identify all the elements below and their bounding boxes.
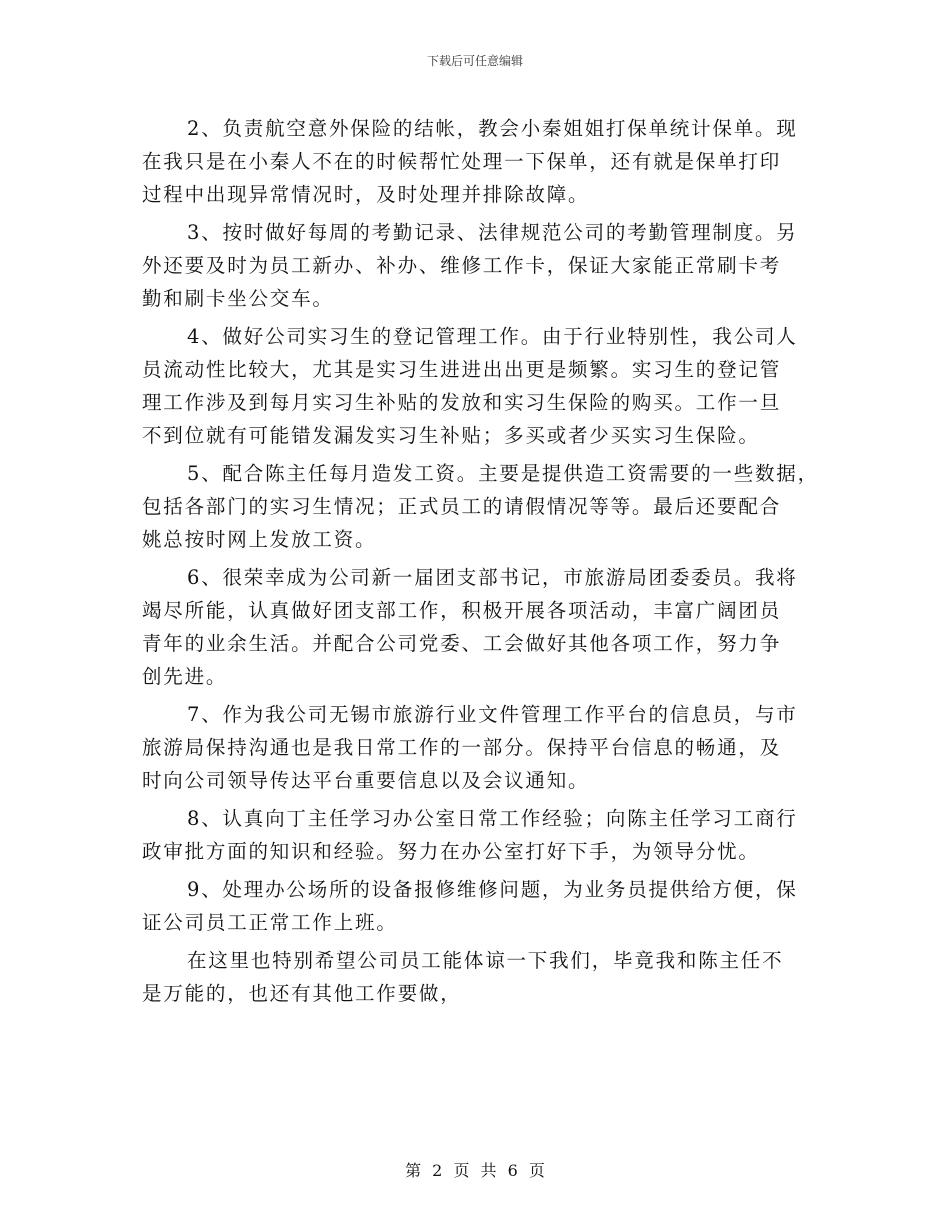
text-line: 包括各部门的实习生情况；正式员工的请假情况等等。最后还要配合 [142,495,782,518]
text-line: 9、处理办公场所的设备报修维修问题，为业务员提供给方便，保 [187,878,798,901]
text-line: 员流动性比较大，尤其是实习生进进出出更是频繁。实习生的登记管 [142,358,782,381]
page-header: 下载后可任意编辑 [426,54,523,68]
text-line: 青年的业余生活。并配合公司党委、工会做好其他各项工作，努力争 [142,632,782,655]
text-line: 创先进。 [142,665,228,688]
text-line: 时向公司领导传达平台重要信息以及会议通知。 [142,769,590,792]
text-line: 理工作涉及到每月实习生补贴的发放和实习生保险的购买。工作一旦 [142,391,782,414]
text-line: 外还要及时为员工新办、补办、维修工作卡，保证大家能正常刷卡考 [142,254,782,277]
paragraph [142,112,812,211]
text-line: 2、负责航空意外保险的结帐，教会小秦姐姐打保单统计保单。现 [187,117,798,140]
text-line: 过程中出现异常情况时，及时处理并排除故障。 [142,183,590,206]
paragraph [142,216,812,315]
text-line: 勤和刷卡坐公交车。 [142,287,334,310]
paragraph [142,561,812,693]
text-line: 4、做好公司实习生的登记管理工作。由于行业特别性，我公司人 [187,325,798,348]
text-line: 7、作为我公司无锡市旅游行业文件管理工作平台的信息员，与市 [187,703,798,726]
paragraph [142,944,812,1010]
text-line: 在我只是在小秦人不在的时候帮忙处理一下保单，还有就是保单打印 [142,150,782,173]
paragraph [142,698,812,797]
text-line: 5、配合陈主任每月造发工资。主要是提供造工资需要的一些数据， [187,462,819,485]
paragraph [142,457,819,556]
paragraph [142,873,812,939]
text-line: 竭尽所能，认真做好团支部工作，积极开展各项活动，丰富广阔团员 [142,599,782,622]
page-footer: 第 2 页 共 6 页 [405,1161,545,1180]
text-line: 不到位就有可能错发漏发实习生补贴；多买或者少买实习生保险。 [142,424,760,447]
text-line: 8、认真向丁主任学习办公室日常工作经验；向陈主任学习工商行 [187,807,798,830]
text-line: 6、很荣幸成为公司新一届团支部书记，市旅游局团委委员。我将 [187,566,798,589]
document-body [142,112,819,1015]
paragraph [142,320,812,452]
text-line: 政审批方面的知识和经验。努力在办公室打好下手，为领导分忧。 [142,840,760,863]
text-line: 3、按时做好每周的考勤记录、法律规范公司的考勤管理制度。另 [187,221,798,244]
text-line: 姚总按时网上发放工资。 [142,528,377,551]
text-line: 证公司员工正常工作上班。 [142,911,398,934]
text-line: 在这里也特别希望公司员工能体谅一下我们，毕竟我和陈主任不 [187,949,784,972]
paragraph [142,802,812,868]
text-line: 旅游局保持沟通也是我日常工作的一部分。保持平台信息的畅通，及 [142,736,782,759]
text-line: 是万能的，也还有其他工作要做， [142,982,462,1005]
